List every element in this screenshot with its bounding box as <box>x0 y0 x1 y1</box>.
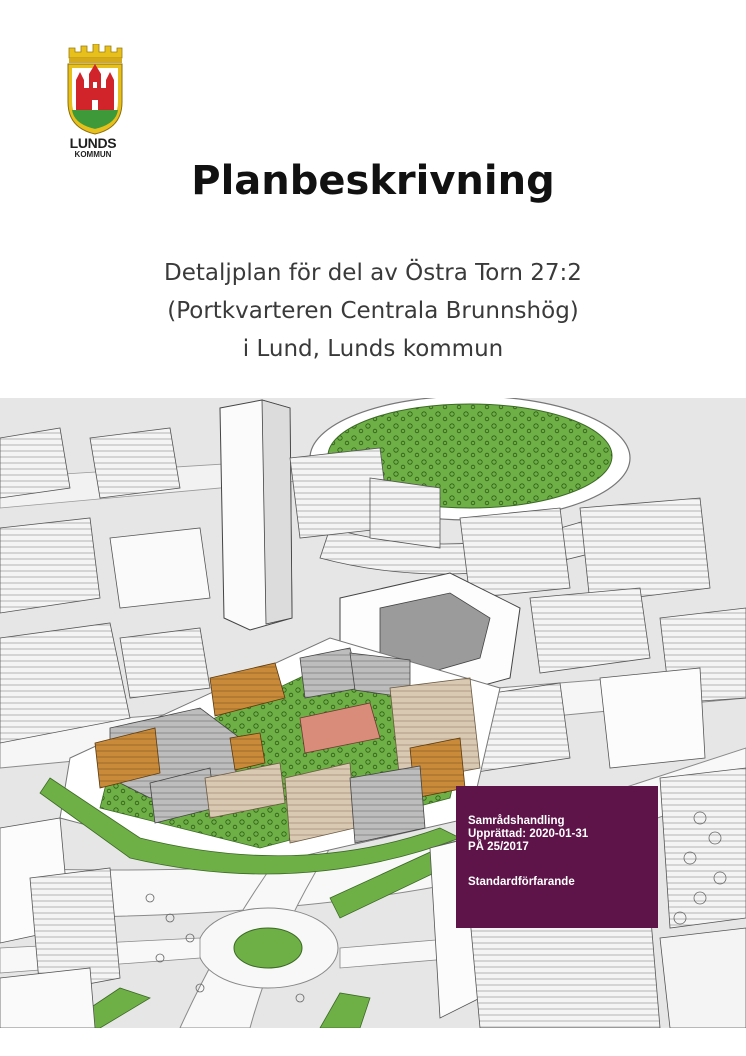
status-procedure: Standardförfarande <box>468 876 575 888</box>
subtitle-line-3: i Lund, Lunds kommun <box>242 336 504 362</box>
logo-line-1: LUNDS <box>69 135 117 151</box>
status-reference: PÅ 25/2017 <box>468 841 529 853</box>
subtitle-line-2: (Portkvarteren Centrala Brunnshög) <box>167 298 579 324</box>
logo-wordmark <box>60 136 126 159</box>
aerial-site-illustration <box>0 398 746 1028</box>
city-model-image <box>0 398 746 1028</box>
status-stage: Samrådshandling <box>468 815 565 827</box>
subtitle-line-1: Detaljplan för del av Östra Torn 27:2 <box>164 260 582 286</box>
page-title: Planbeskrivning <box>191 158 555 204</box>
document-subtitle <box>0 254 746 368</box>
status-spacer <box>468 854 648 876</box>
coat-of-arms-icon <box>60 44 126 136</box>
status-created-date: Upprättad: 2020-01-31 <box>468 828 589 840</box>
logo-line-2: KOMMUN <box>74 150 112 159</box>
document-status-box <box>456 786 658 928</box>
